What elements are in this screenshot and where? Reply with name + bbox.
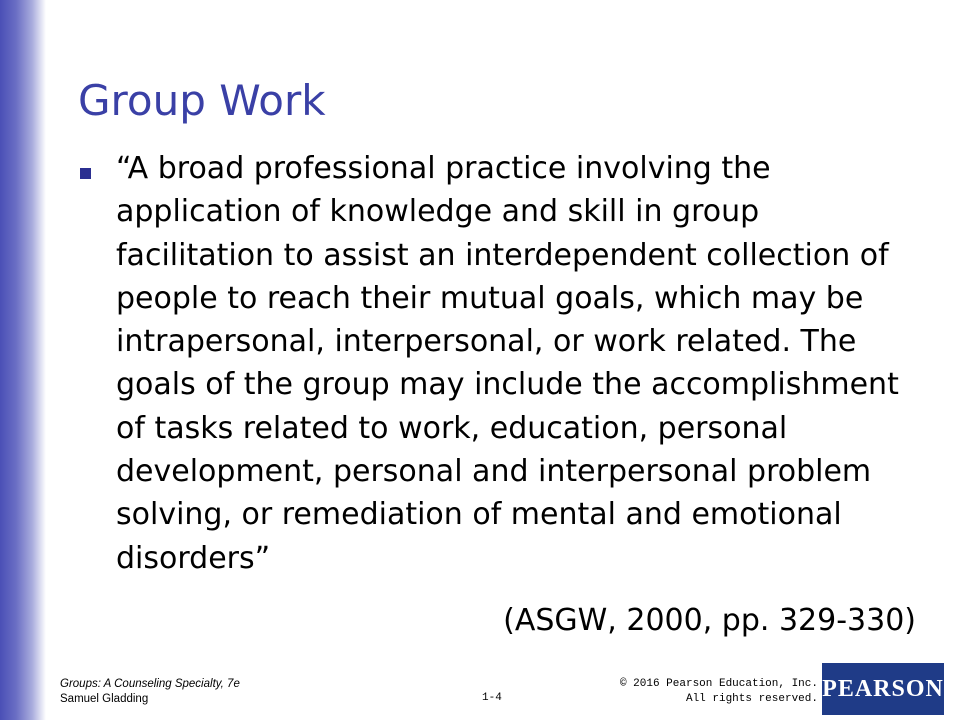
logo-text: PEARSON	[822, 675, 944, 702]
quote-text: “A broad professional practice involving the application of knowledge and skill in group facilitation to assist an interdependent collection of people to reach their mutual goals, which may be intrapersonal, interpersonal, or work related. The goals of the group may include the accomplishment of tasks related to work, education, personal development, personal and interpersonal problem solving, or remediation of mental and emotional disorders”	[116, 151, 899, 576]
citation: (ASGW, 2000, pp. 329-330)	[503, 603, 916, 638]
copyright-text: © 2016 Pearson Education, Inc.	[619, 678, 818, 690]
footer-book-title: Groups: A Counseling Specialty, 7e	[60, 678, 240, 690]
slide-title: Group Work	[78, 76, 326, 125]
side-gradient-bar	[0, 0, 46, 720]
bullet-square-icon	[80, 168, 91, 179]
footer-author: Samuel Gladding	[60, 693, 149, 705]
slide-number: 1-4	[482, 692, 502, 704]
rights-text: All rights reserved.	[685, 693, 818, 705]
footer-copyright	[620, 677, 818, 707]
pearson-logo	[822, 663, 944, 715]
footer-book-info	[60, 677, 240, 707]
